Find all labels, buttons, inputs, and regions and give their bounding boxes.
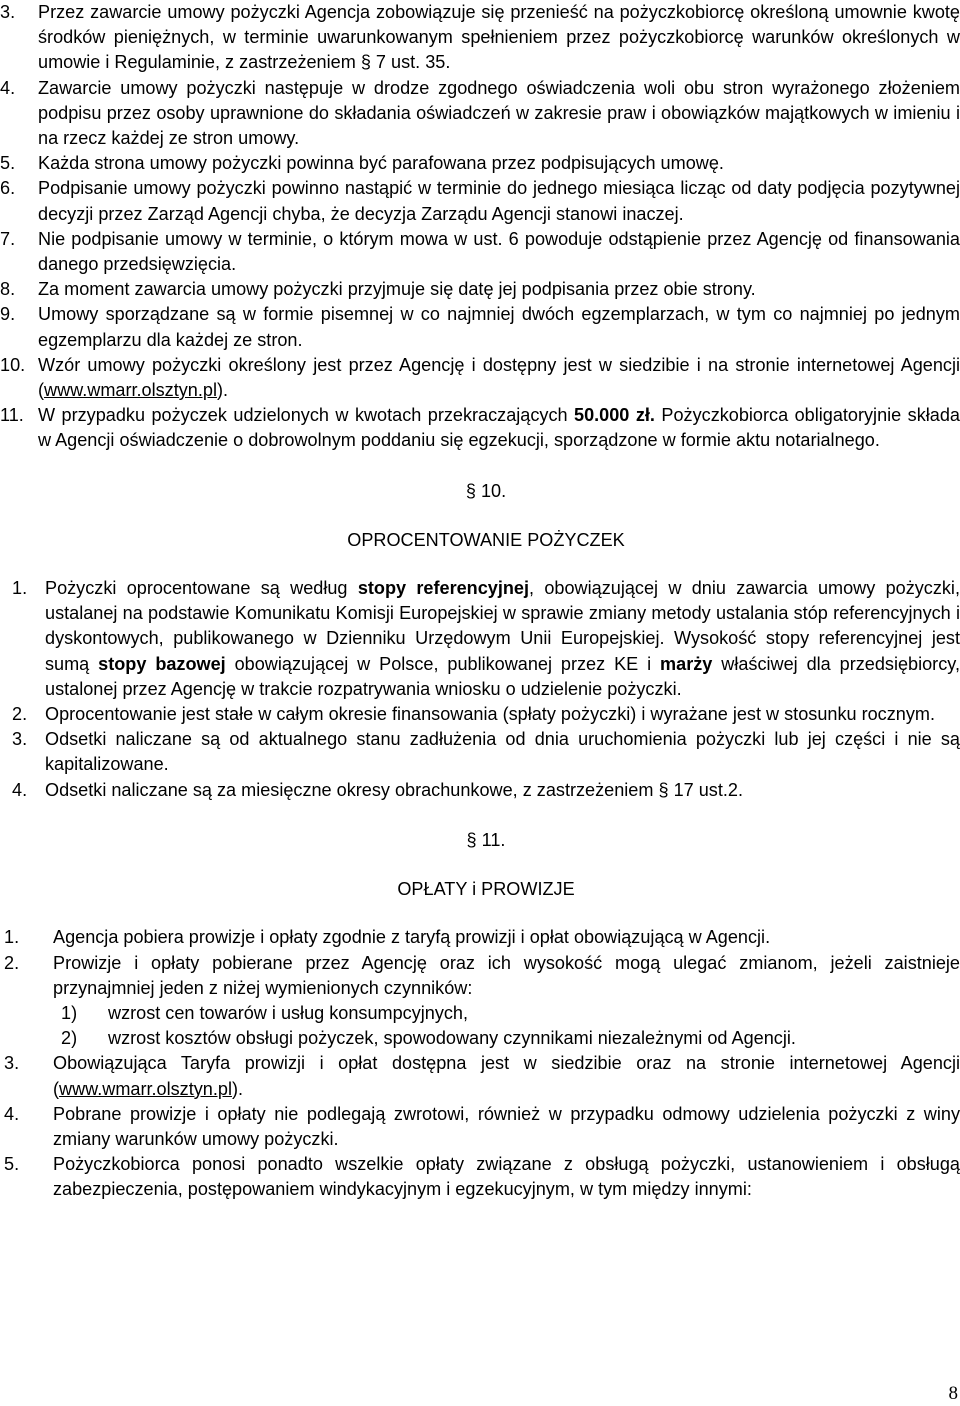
item-number: 3.	[0, 2, 16, 22]
list-item	[0, 1102, 960, 1152]
paragraph-sign: §	[360, 52, 371, 73]
item-number: 1.	[4, 927, 20, 948]
sublist-item	[53, 1026, 960, 1051]
paragraph-sign: §	[658, 779, 669, 800]
bold-term: stopy bazowej	[98, 653, 226, 674]
item-number: 11.	[0, 405, 24, 426]
subitem-number: 1)	[61, 1002, 78, 1023]
item-text: Podpisanie umowy pożyczki powinno nastąpić w terminie do jednego miesiąca licząc od daty podjęcia pozytywnej decyzji przez Zarząd Agencji chyba, że decyzja Zarządu Agencji stanowi inaczej.	[38, 178, 960, 224]
page-number: 8	[948, 1383, 958, 1404]
item-text: Każda strona umowy pożyczki powinna być parafowana przez podpisujących umowę.	[38, 153, 724, 174]
list-item	[0, 702, 960, 727]
list-item	[0, 227, 960, 277]
item-number: 6.	[0, 178, 16, 199]
section-11-list	[0, 925, 960, 1202]
bold-term: stopy referencyjnej	[357, 578, 530, 599]
list-item: 1. Pożyczki oprocentowane są według stopy referencyjnej, obowiązującej w dniu zawarcia umowy pożyczki, ustalanej na podstawie Komunikatu Komisji Europejskiej w sprawie zmiany metody ustalania stóp referencyjnych i dyskontowych, publikowanego w Dzienniku Urzędowym Unii Europejskiej. Wysokość stopy referencyjnej jest sumą stopy bazowej obowiązującej w Polsce, publikowanej przez KE i marży właściwej dla przedsiębiorcy, ustalonej przez Agencję w trakcie rozpatrywania wniosku o udzielenie pożyczki.	[12, 578, 960, 699]
item-number: 4.	[4, 1103, 20, 1124]
list-item	[0, 176, 960, 226]
item-text: Oprocentowanie jest stałe w całym okresie finansowania (spłaty pożyczki) i wyrażane jest w stosunku rocznym.	[45, 704, 935, 725]
list-item	[0, 951, 960, 1052]
item-text: Prowizje i opłaty pobierane przez Agencję oraz ich wysokość mogą ulegać zmianom, jeżeli zaistnieje przynajmniej jeden z niżej wymienionych czynników:	[53, 952, 960, 998]
factors-sublist	[53, 1001, 960, 1051]
item-number: 3.	[4, 1053, 20, 1074]
sublist-item	[53, 1001, 960, 1026]
item-number: 7.	[0, 228, 16, 249]
section-10-list	[0, 576, 960, 803]
list-item	[0, 925, 960, 950]
list-item	[0, 76, 960, 152]
list-item: 3. Przez zawarcie umowy pożyczki Agencja zobowiązuje się przenieść na pożyczkobiorcę określoną umownie kwotę środków pieniężnych, w terminie uwarunkowanym spełnieniem przez pożyczkobiorcę warunków określonych w umowie i Regulaminie, z zastrzeżeniem § 7 ust. 35.	[0, 2, 960, 73]
bold-term: marży	[660, 653, 713, 674]
agency-website-link[interactable]: www.wmarr.olsztyn.pl	[44, 380, 217, 401]
section-10-title: OPROCENTOWANIE POŻYCZEK	[347, 529, 625, 550]
list-item: 10. Wzór umowy pożyczki określony jest przez Agencję i dostępny jest w siedzibie i na stronie internetowej Agencji (www.wmarr.olsztyn.pl).	[0, 354, 960, 401]
list-item	[0, 302, 960, 352]
list-item	[0, 151, 960, 176]
amount-threshold: 50.000 zł.	[574, 405, 655, 426]
item-text: Umowy sporządzane są w formie pisemnej w co najmniej dwóch egzemplarzach, w tym co najmniej po jednym egzemplarzu dla każdej ze stron.	[38, 304, 960, 350]
list-item: 3. Obowiązująca Taryfa prowizji i opłat dostępna jest w siedzibie oraz na stronie internetowej Agencji (www.wmarr.olsztyn.pl).	[4, 1053, 960, 1099]
section-9-continued-list	[0, 0, 960, 454]
agency-website-link[interactable]: www.wmarr.olsztyn.pl	[59, 1078, 232, 1099]
item-number: 9.	[0, 304, 16, 325]
section-10-number: § 10.	[465, 480, 507, 501]
item-number: 2.	[12, 704, 28, 725]
item-number: 2.	[4, 952, 20, 973]
item-text: Nie podpisanie umowy w terminie, o którym mowa w ust. 6 powoduje odstąpienie przez Agencję od finansowania danego przedsięwzięcia.	[38, 228, 960, 275]
item-number: 8.	[0, 279, 16, 300]
item-number: 4.	[12, 779, 28, 800]
item-text: Zawarcie umowy pożyczki następuje w drodze zgodnego oświadczenia woli obu stron wyrażonego złożeniem podpisu przez osoby uprawnione do składania oświadczeń w zakresie praw i obowiązków majątkowych w imieniu i na rzecz każdej ze stron umowy.	[38, 77, 960, 149]
list-item: 11. W przypadku pożyczek udzielonych w kwotach przekraczających 50.000 zł. Pożyczkobiorca obligatoryjnie składa w Agencji oświadczenie o dobrowolnym poddaniu się egzekucji, sporządzone w formie aktu notarialnego.	[0, 405, 960, 451]
paragraph-sign: §	[465, 480, 476, 501]
item-text: Za moment zawarcia umowy pożyczki przyjmuje się datę jej podpisania przez obie strony.	[38, 279, 756, 300]
item-text: Pobrane prowizje i opłaty nie podlegają zwrotowi, również w przypadku odmowy udzielenia pożyczki z winy zmiany warunków umowy pożyczki.	[53, 1103, 960, 1149]
list-item	[0, 1152, 960, 1202]
item-number: 3.	[12, 729, 28, 750]
item-number: 1.	[12, 578, 28, 599]
item-text: Agencja pobiera prowizje i opłaty zgodnie z taryfą prowizji i opłat obowiązującą w Agencji.	[53, 927, 771, 948]
section-11-number: § 11.	[466, 829, 506, 850]
item-number: 5.	[4, 1154, 20, 1175]
item-number: 10.	[0, 354, 26, 375]
list-item	[0, 727, 960, 777]
item-text: Odsetki naliczane są od aktualnego stanu zadłużenia od dnia uruchomienia pożyczki lub jej części i nie są kapitalizowane.	[45, 729, 960, 775]
item-text: Pożyczkobiorca ponosi ponadto wszelkie opłaty związane z obsługą pożyczki, ustanowieniem i obsługą zabezpieczenia, postępowaniem windykacyjnym i egzekucyjnym, w tym między innymi:	[53, 1154, 960, 1200]
section-11-title: OPŁATY i PROWIZJE	[397, 879, 575, 900]
subitem-text: wzrost kosztów obsługi pożyczek, spowodowany czynnikami niezależnymi od Agencji.	[108, 1028, 796, 1049]
subitem-text: wzrost cen towarów i usług konsumpcyjnych,	[108, 1002, 469, 1023]
item-number: 5.	[0, 153, 16, 174]
list-item: 4. Odsetki naliczane są za miesięczne okresy obrachunkowe, z zastrzeżeniem § 17 ust.2.	[0, 778, 960, 803]
item-number: 4.	[0, 77, 16, 98]
list-item	[0, 277, 960, 302]
subitem-number: 2)	[61, 1028, 78, 1049]
paragraph-sign: §	[466, 829, 477, 850]
